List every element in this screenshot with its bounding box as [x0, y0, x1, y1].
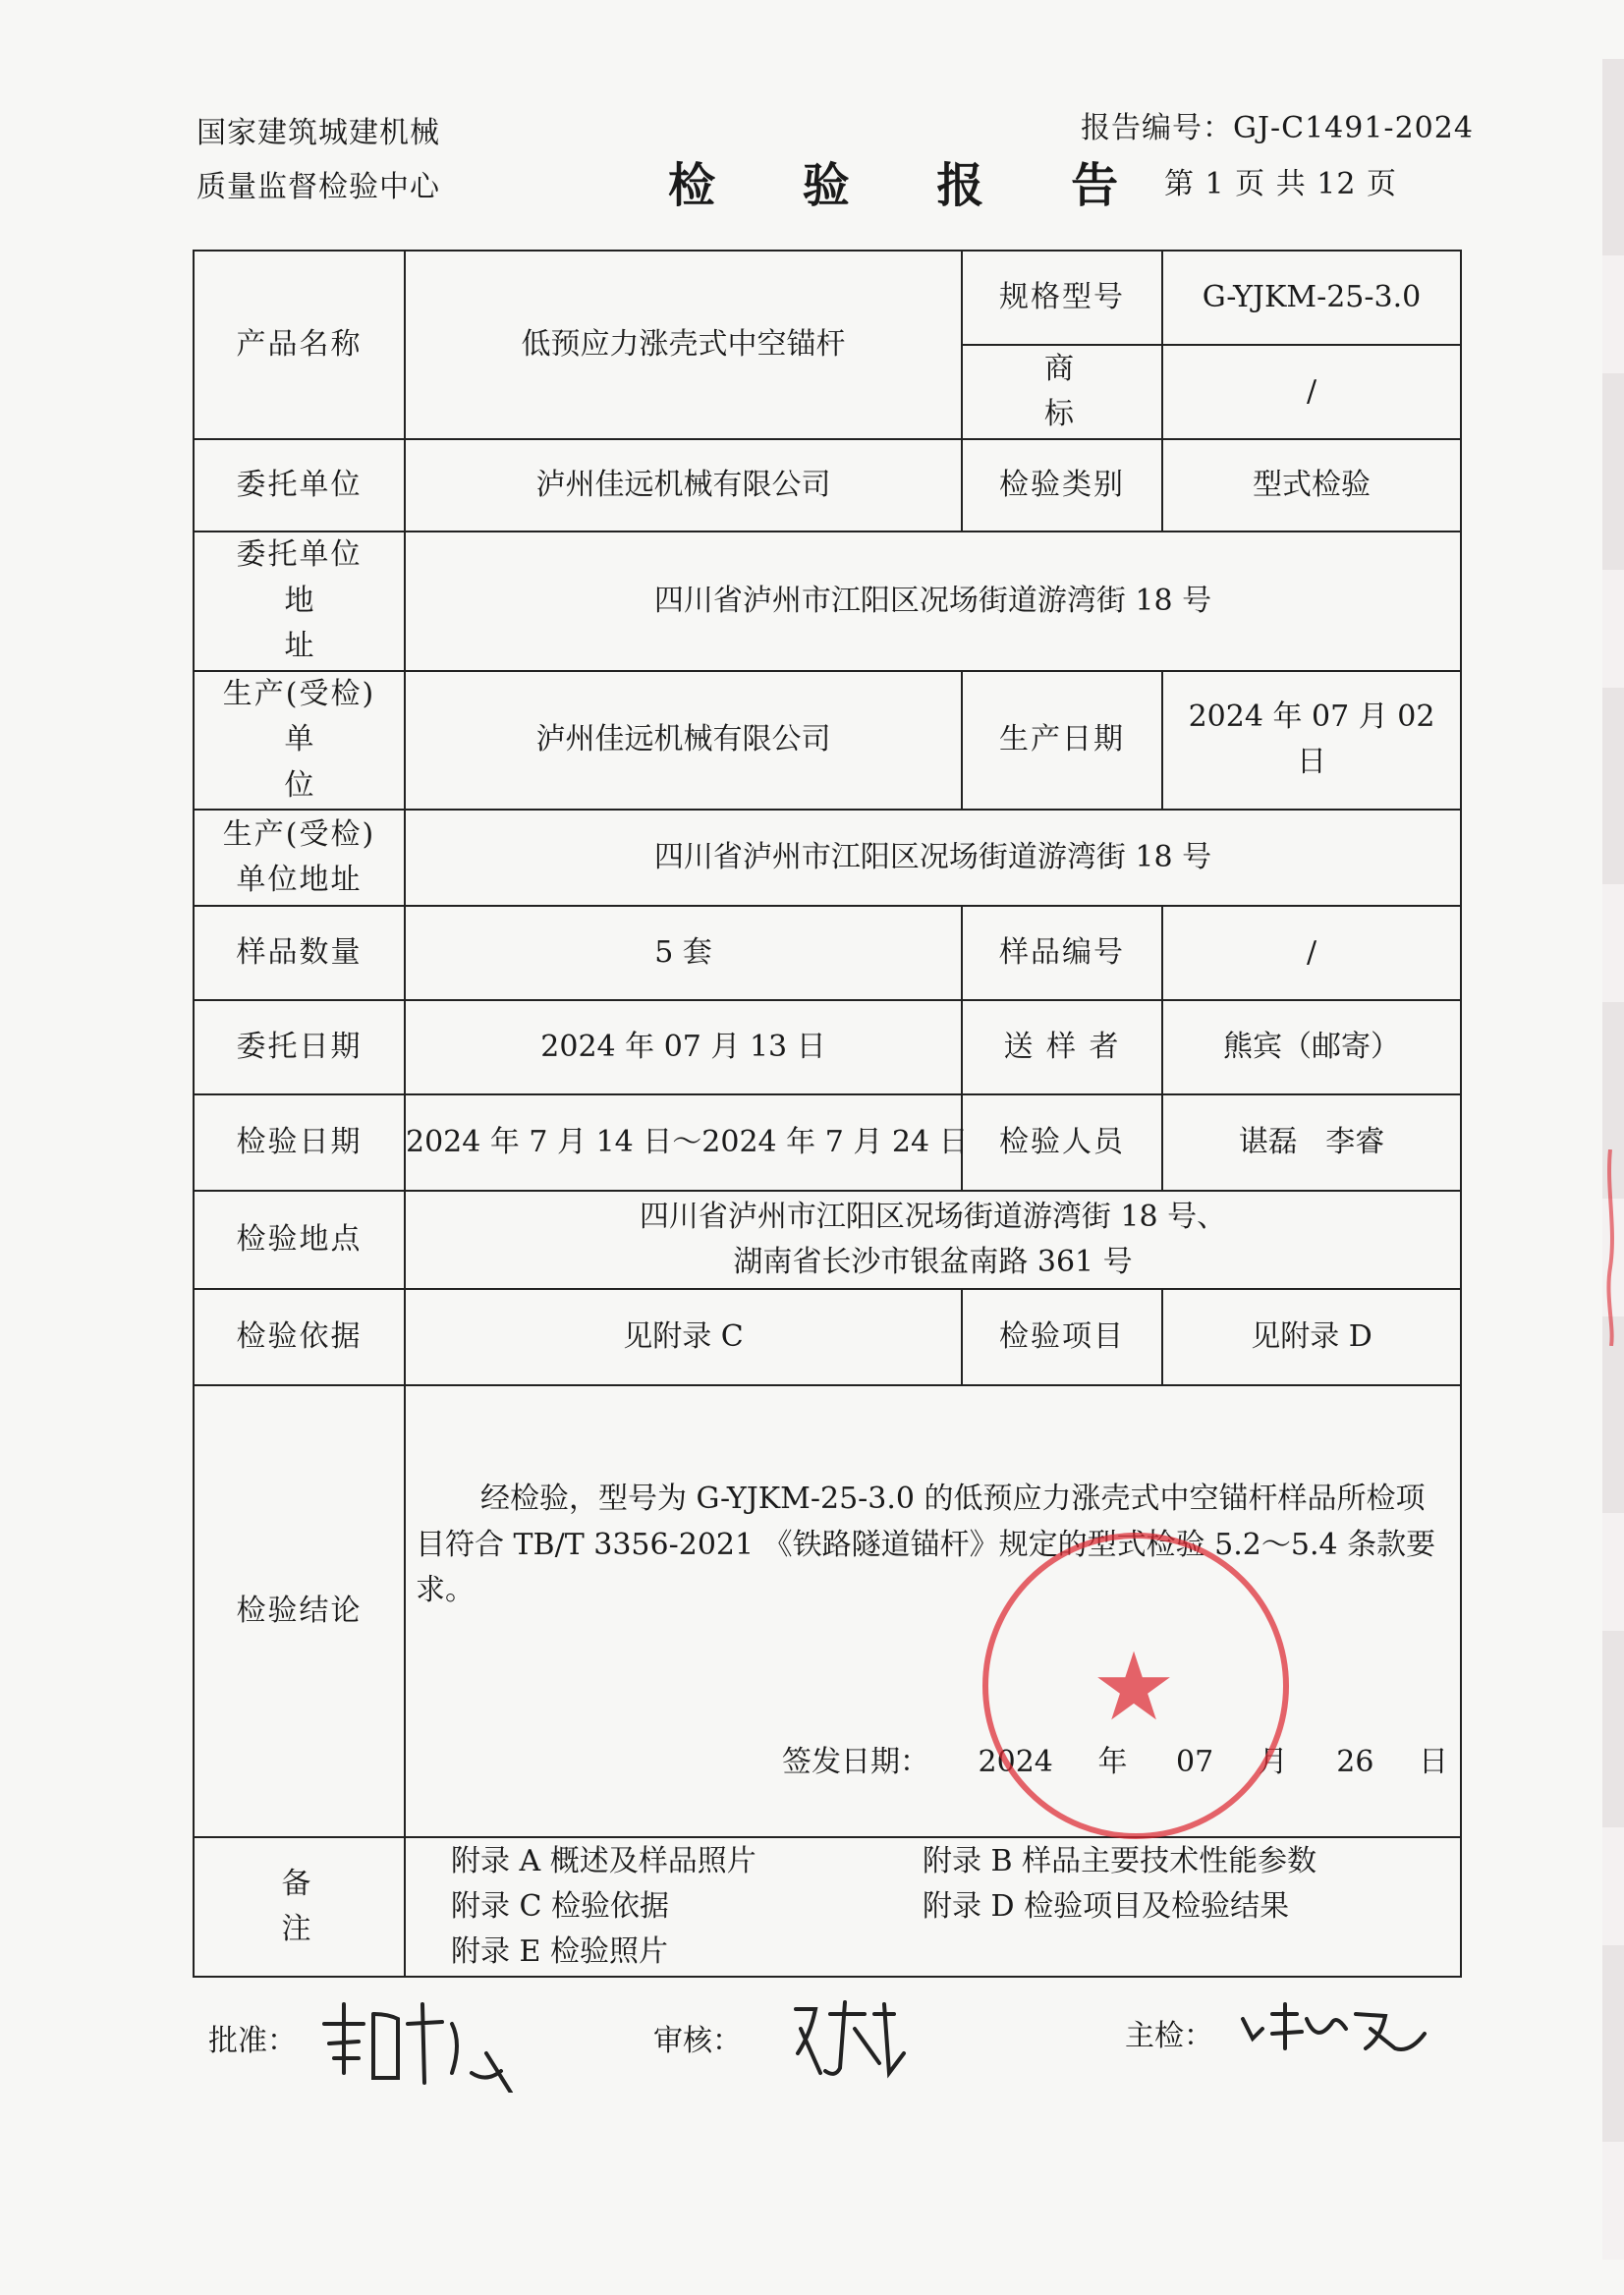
conclusion-cell	[405, 1385, 1461, 1837]
production-date-value: 2024 年 07 月 02 日	[1162, 671, 1461, 811]
basis-value: 见附录 C	[405, 1289, 962, 1385]
producer-label-line2: 单 位	[284, 722, 369, 803]
org-name-line1: 国家建筑城建机械	[196, 116, 440, 150]
client-label: 委托单位	[194, 439, 405, 532]
producer-address-value: 四川省泸州市江阳区况场街道游湾街 18 号	[405, 810, 1461, 906]
sample-qty-label: 样品数量	[194, 906, 405, 1000]
remark-appendix-e: 附录 E 检验照片	[451, 1934, 668, 1969]
review-label: 审核：	[653, 2024, 742, 2058]
issue-date	[416, 1740, 1454, 1786]
red-edge-mark	[1602, 1149, 1620, 1346]
remarks-cell	[405, 1837, 1461, 1977]
client-address-label	[194, 532, 405, 671]
issue-date-label: 签发日期：	[781, 1744, 929, 1779]
model-value: G-YJKM-25-3.0	[1162, 251, 1461, 345]
org-name-line2: 质量监督检验中心	[196, 170, 440, 204]
model-label: 规格型号	[962, 251, 1162, 345]
location-line2: 湖南省长沙市银盆南路 361 号	[733, 1245, 1133, 1279]
producer-address-label-line2: 单位地址	[236, 863, 363, 897]
trademark-label: 商 标	[962, 345, 1162, 439]
production-date-label: 生产日期	[962, 671, 1162, 811]
issue-month: 07	[1175, 1744, 1214, 1779]
remark-appendix-a: 附录 A 概述及样品照片	[451, 1844, 756, 1878]
remarks-label: 备 注	[194, 1837, 405, 1977]
remark-appendix-d: 附录 D 检验项目及检验结果	[923, 1889, 1290, 1924]
remark-appendix-c: 附录 C 检验依据	[451, 1889, 670, 1924]
inspectors-label: 检验人员	[962, 1094, 1162, 1191]
issue-year-unit: 年	[1097, 1744, 1128, 1779]
commission-date-value: 2024 年 07 月 13 日	[405, 1000, 962, 1094]
producer-label	[194, 671, 405, 811]
client-address-label-line2: 地 址	[284, 583, 369, 663]
items-value: 见附录 D	[1162, 1289, 1461, 1385]
product-name: 低预应力涨壳式中空锚杆	[405, 251, 962, 439]
remark-appendix-b: 附录 B 样品主要技术性能参数	[923, 1844, 1317, 1878]
issue-day: 26	[1336, 1744, 1374, 1779]
inspectors-value: 谌磊 李睿	[1162, 1094, 1461, 1191]
commission-date-label: 委托日期	[194, 1000, 405, 1094]
client-address-value: 四川省泸州市江阳区况场街道游湾街 18 号	[405, 532, 1461, 671]
producer-address-label	[194, 810, 405, 906]
sample-no-label: 样品编号	[962, 906, 1162, 1000]
page-info: 第 1 页 共 12 页	[1164, 167, 1397, 201]
sender-label: 送 样 者	[962, 1000, 1162, 1094]
issue-year: 2024	[978, 1744, 1053, 1779]
conclusion-text: 经检验，型号为 G-YJKM-25-3.0 的低预应力涨壳式中空锚杆样品所检项目符合 TB/T 3356-2021 《铁路隧道锚杆》规定的型式检验 5.2～5.4 条款要求。	[416, 1482, 1436, 1607]
conclusion-label: 检验结论	[194, 1385, 405, 1837]
chief-inspector-signature	[1238, 1994, 1434, 2063]
producer-address-label-line1: 生产(受检)	[222, 816, 376, 852]
items-label: 检验项目	[962, 1289, 1162, 1385]
approve-signature	[314, 1985, 531, 2093]
inspection-type-label: 检验类别	[962, 439, 1162, 532]
product-name-label: 产品名称	[194, 251, 405, 439]
inspection-date-value: 2024 年 7 月 14 日～2024 年 7 月 24 日	[405, 1094, 962, 1191]
chief-inspector-label: 主检：	[1125, 2019, 1213, 2053]
issue-day-unit: 日	[1419, 1744, 1448, 1779]
location-label: 检验地点	[194, 1191, 405, 1289]
report-number: 报告编号：GJ-C1491-2024	[1081, 111, 1474, 145]
issue-month-unit: 月	[1258, 1744, 1288, 1779]
inspection-type-value: 型式检验	[1162, 439, 1461, 532]
page-title: 检 验 报 告	[668, 158, 1154, 213]
report-table	[193, 250, 1462, 1978]
client-address-label-line1: 委托单位	[236, 537, 363, 572]
sample-qty-value: 5 套	[405, 906, 962, 1000]
sender-value: 熊宾（邮寄）	[1162, 1000, 1461, 1094]
client-value: 泸州佳远机械有限公司	[405, 439, 962, 532]
sample-no-value: /	[1162, 906, 1461, 1000]
seal-star-icon: ★	[1092, 1632, 1177, 1742]
inspection-date-label: 检验日期	[194, 1094, 405, 1191]
approve-label: 批准：	[208, 2024, 297, 2058]
trademark-value: /	[1162, 345, 1461, 439]
basis-label: 检验依据	[194, 1289, 405, 1385]
review-signature	[786, 1994, 914, 2083]
producer-label-line1: 生产(受检)	[222, 676, 376, 711]
location-value	[405, 1191, 1461, 1289]
location-line1: 四川省泸州市江阳区况场街道游湾街 18 号、	[639, 1199, 1227, 1234]
producer-value: 泸州佳远机械有限公司	[405, 671, 962, 811]
